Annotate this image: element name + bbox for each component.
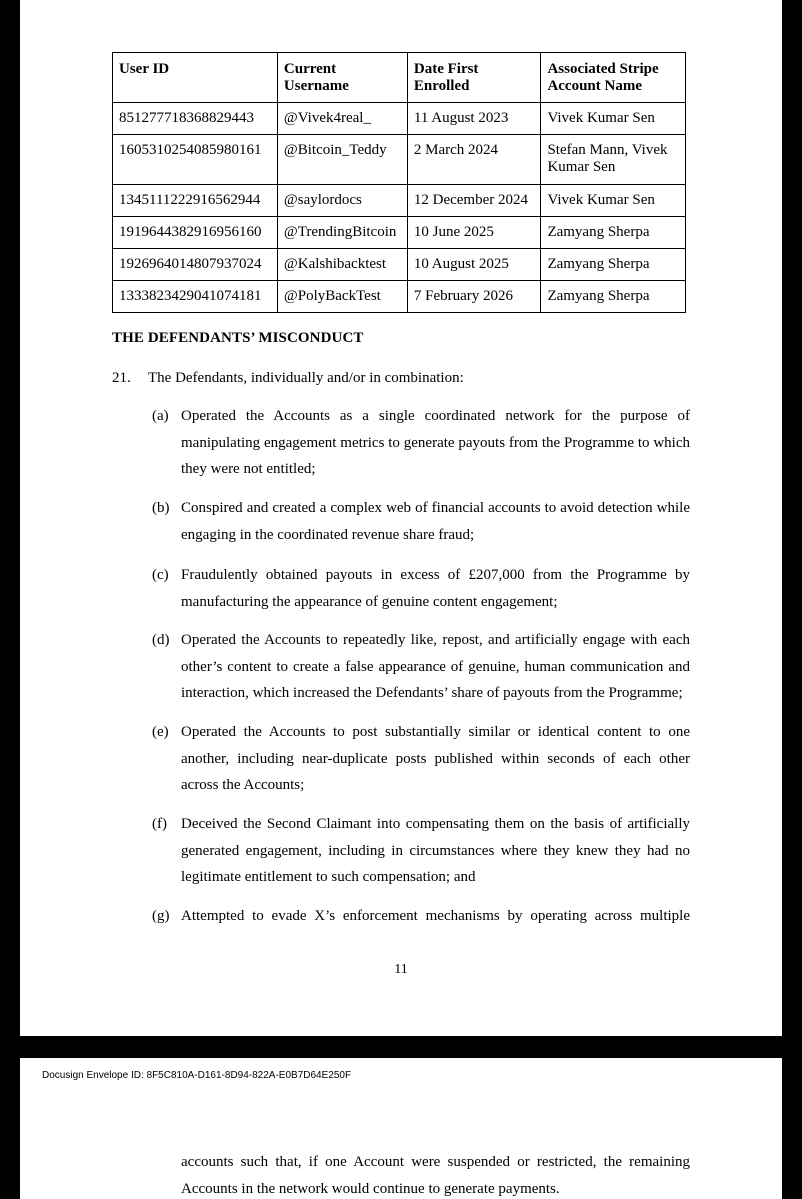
table-row xyxy=(113,217,686,249)
list-item-label: (c) xyxy=(152,567,169,583)
cell-user-id: 1333823429041074181 xyxy=(113,281,278,313)
cell-date: 11 August 2023 xyxy=(407,103,541,135)
cell-username: @Vivek4real_ xyxy=(277,103,407,135)
table-row xyxy=(113,135,686,185)
list-item-label: (b) xyxy=(152,500,170,516)
cell-stripe-name: Zamyang Sherpa xyxy=(541,249,686,281)
cell-stripe-name: Vivek Kumar Sen xyxy=(541,103,686,135)
cell-stripe-name: Zamyang Sherpa xyxy=(541,217,686,249)
list-item-text: Operated the Accounts to repeatedly like, repost, and artificially engage with each other’s content to create a false appearance of genuine, human communication and interaction, which increased the Defendants’ share of payouts from the Programme; xyxy=(181,632,690,701)
list-item-label: (d) xyxy=(152,632,170,648)
accounts-table xyxy=(112,52,686,313)
table-header-row xyxy=(113,53,686,103)
continuation-line: Accounts in the network would continue to generate payments. xyxy=(181,1180,560,1197)
document-page xyxy=(20,0,782,1036)
cell-date: 10 June 2025 xyxy=(407,217,541,249)
column-header-username: Current Username xyxy=(277,53,407,103)
cell-username: @Bitcoin_Teddy xyxy=(277,135,407,185)
list-item-label: (f) xyxy=(152,816,167,832)
continuation-line: accounts such that, if one Account were suspended or restricted, the remaining xyxy=(181,1154,690,1170)
list-item-text: Fraudulently obtained payouts in excess of £207,000 from the Programme by manufacturing the appearance of genuine content engagement; xyxy=(181,567,690,610)
cell-user-id: 1926964014807937024 xyxy=(113,249,278,281)
cell-stripe-name: Stefan Mann, Vivek Kumar Sen xyxy=(541,135,686,185)
cell-user-id: 851277718368829443 xyxy=(113,103,278,135)
table-row xyxy=(113,281,686,313)
next-document-page xyxy=(20,1058,782,1199)
list-item-label: (g) xyxy=(152,908,170,924)
paragraph-number: 21. xyxy=(112,370,131,386)
cell-date: 10 August 2025 xyxy=(407,249,541,281)
cell-date: 7 February 2026 xyxy=(407,281,541,313)
cell-user-id: 1919644382916956160 xyxy=(113,217,278,249)
cell-date: 12 December 2024 xyxy=(407,185,541,217)
table-row xyxy=(113,249,686,281)
list-item-text: Deceived the Second Claimant into compensating them on the basis of artificially generated engagement, including in circumstances where they knew they had no legitimate entitlement to such compensation; and xyxy=(181,816,690,885)
cell-stripe-name: Zamyang Sherpa xyxy=(541,281,686,313)
table-row xyxy=(113,103,686,135)
docusign-envelope-id: Docusign Envelope ID: 8F5C810A-D161-8D94-822A-E0B7D64E250F xyxy=(42,1070,352,1081)
table-row xyxy=(113,185,686,217)
list-item-label: (a) xyxy=(152,408,169,424)
list-item-label: (e) xyxy=(152,724,169,740)
list-item-text: Operated the Accounts as a single coordinated network for the purpose of manipulating engagement metrics to generate payouts from the Programme to which they were not entitled; xyxy=(181,408,690,477)
column-header-stripe-account: Associated Stripe Account Name xyxy=(541,53,686,103)
list-item-text: Attempted to evade X’s enforcement mechanisms by operating across multiple xyxy=(181,908,690,924)
page-number: 11 xyxy=(394,962,408,977)
section-heading: THE DEFENDANTS’ MISCONDUCT xyxy=(112,330,364,346)
cell-username: @Kalshibacktest xyxy=(277,249,407,281)
paragraph-intro: The Defendants, individually and/or in combination: xyxy=(148,370,464,386)
cell-date: 2 March 2024 xyxy=(407,135,541,185)
cell-user-id: 1345111222916562944 xyxy=(113,185,278,217)
continuation-text xyxy=(181,1149,690,1199)
cell-user-id: 1605310254085980161 xyxy=(113,135,278,185)
list-item-text: Operated the Accounts to post substantially similar or identical content to one another, including near-duplicate posts published within seconds of each other across the Accounts; xyxy=(181,724,690,793)
cell-username: @TrendingBitcoin xyxy=(277,217,407,249)
column-header-user-id: User ID xyxy=(113,53,278,103)
column-header-date-enrolled: Date First Enrolled xyxy=(407,53,541,103)
cell-username: @PolyBackTest xyxy=(277,281,407,313)
cell-stripe-name: Vivek Kumar Sen xyxy=(541,185,686,217)
list-item-text: Conspired and created a complex web of financial accounts to avoid detection while engaging in the coordinated revenue share fraud; xyxy=(181,500,690,543)
cell-username: @saylordocs xyxy=(277,185,407,217)
